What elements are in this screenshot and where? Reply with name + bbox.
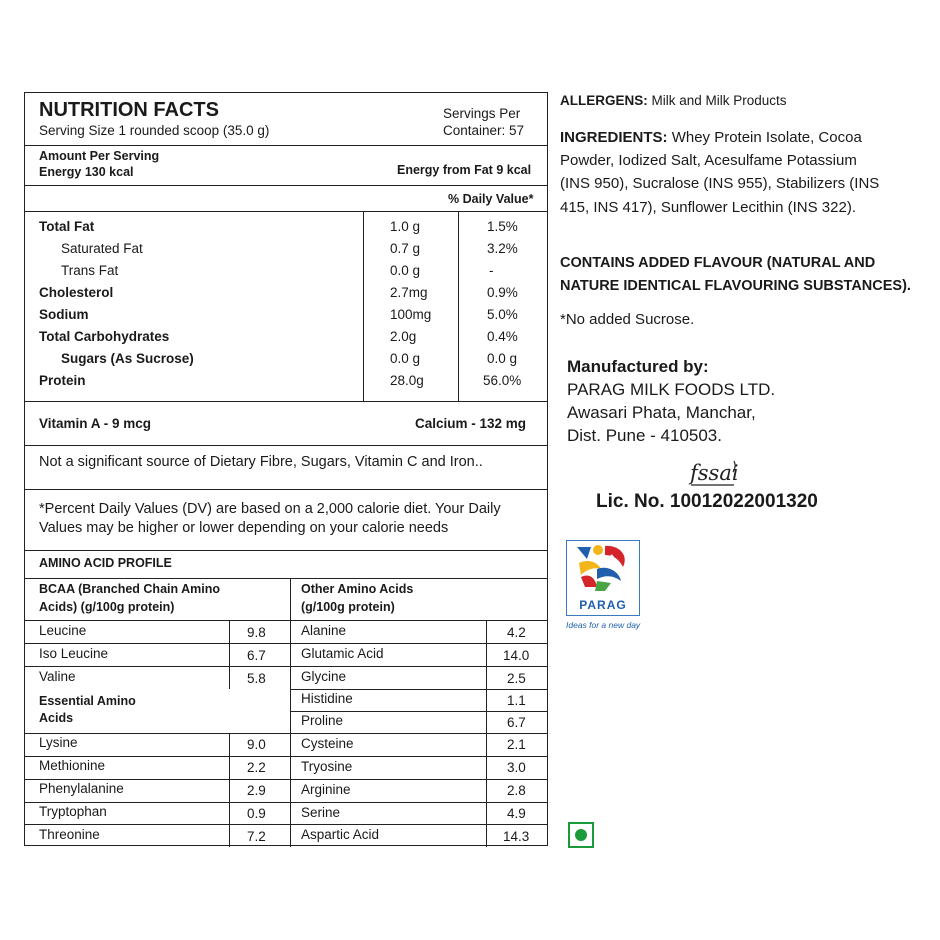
ingredients-line1 — [560, 126, 862, 150]
allergens — [560, 89, 787, 113]
nutrient-name: Trans Fat — [61, 263, 119, 278]
address-line1: Awasari Phata, Manchar, — [567, 403, 756, 422]
nutrient-name: Cholesterol — [39, 285, 114, 300]
nutrient-dv: 0.4% — [487, 329, 518, 344]
flavour-line2: NATURE IDENTICAL FLAVOURING SUBSTANCES). — [560, 278, 911, 294]
amino-name: Lysine — [39, 735, 78, 750]
amino-value: 2.8 — [507, 783, 526, 798]
nutrient-name: Total Fat — [39, 219, 95, 234]
amino-name: Tryosine — [301, 759, 353, 774]
nutrient-dv: 0.0 g — [487, 351, 518, 366]
divider — [25, 401, 547, 402]
ingredients-line4: 415, INS 417), Sunflower Lecithin (INS 322). — [560, 199, 856, 216]
amino-name: Glutamic Acid — [301, 646, 384, 661]
nutrient-amount: 0.7 g — [390, 241, 421, 256]
address-line2: Dist. Pune - 410503. — [567, 426, 722, 445]
allergens-value: Milk and Milk Products — [651, 93, 787, 108]
amino-value: 0.9 — [247, 806, 266, 821]
amino-value: 9.8 — [247, 625, 266, 640]
amino-name: Aspartic Acid — [301, 827, 380, 842]
amino-value: 14.0 — [503, 648, 530, 663]
nutrient-name: Sugars (As Sucrose) — [61, 351, 194, 366]
divider — [25, 643, 547, 644]
servings-per-line1: Servings Per — [443, 106, 521, 121]
divider — [25, 779, 547, 780]
parag-tagline: Ideas for a new day — [566, 620, 641, 630]
divider — [25, 211, 547, 212]
nutrient-dv: 0.9% — [487, 285, 518, 300]
divider — [229, 620, 230, 689]
servings-per-line2: Container: 57 — [443, 123, 525, 138]
calcium: Calcium - 132 mg — [415, 416, 527, 431]
nutrient-name: Total Carbohydrates — [39, 329, 170, 344]
parag-logo — [566, 540, 640, 616]
footnote-line1: *Percent Daily Values (DV) are based on a 2,000 calorie diet. Your Daily — [39, 501, 501, 517]
divider — [25, 489, 547, 490]
amino-name: Methionine — [39, 758, 106, 773]
svg-text:fssai: fssai — [690, 461, 739, 485]
divider — [25, 802, 547, 803]
divider — [25, 756, 547, 757]
amino-header: AMINO ACID PROFILE — [39, 556, 172, 570]
nutrition-facts-panel — [24, 92, 548, 846]
nutrient-amount: 1.0 g — [390, 219, 421, 234]
divider — [25, 733, 547, 734]
amino-value: 9.0 — [247, 737, 266, 752]
amino-name: Phenylalanine — [39, 781, 124, 796]
footnote-line2: Values may be higher or lower depending on your calorie needs — [39, 520, 449, 536]
divider — [290, 711, 547, 712]
veg-mark-icon — [568, 822, 594, 848]
nutrient-name: Sodium — [39, 307, 89, 322]
amino-value: 3.0 — [507, 760, 526, 775]
essential-title-line1: Essential Amino — [39, 694, 136, 708]
ingredients-label: INGREDIENTS: — [560, 129, 668, 146]
essential-title-line2: Acids — [39, 711, 74, 725]
amino-value: 2.9 — [247, 783, 266, 798]
amino-name: Arginine — [301, 782, 351, 797]
nutrient-dv: 3.2% — [487, 241, 518, 256]
energy: Energy 130 kcal — [39, 165, 134, 179]
nutrient-name: Saturated Fat — [61, 241, 143, 256]
amino-value: 2.2 — [247, 760, 266, 775]
nutrient-amount: 2.7mg — [390, 285, 428, 300]
no-sucrose-note: *No added Sucrose. — [560, 311, 695, 328]
amino-name: Serine — [301, 805, 341, 820]
nutrient-amount: 2.0g — [390, 329, 417, 344]
amino-value: 4.9 — [507, 806, 526, 821]
license-number: Lic. No. 10012022001320 — [596, 491, 818, 512]
amino-name: Cysteine — [301, 736, 354, 751]
divider — [229, 733, 230, 847]
nutrient-dv: 56.0% — [483, 373, 522, 388]
amino-name: Proline — [301, 713, 344, 728]
amino-name: Valine — [39, 669, 76, 684]
veg-dot-icon — [575, 829, 587, 841]
nutrition-title: NUTRITION FACTS — [39, 99, 219, 121]
nutrient-name: Protein — [39, 373, 86, 388]
amino-value: 5.8 — [247, 671, 266, 686]
not-significant-note: Not a significant source of Dietary Fibre, Sugars, Vitamin C and Iron.. — [39, 454, 483, 470]
daily-value-header: % Daily Value* — [448, 192, 534, 206]
amino-value: 7.2 — [247, 829, 266, 844]
company-name: PARAG MILK FOODS LTD. — [567, 380, 776, 399]
amino-name: Alanine — [301, 623, 347, 638]
energy-from-fat: Energy from Fat 9 kcal — [397, 163, 532, 177]
divider — [290, 689, 547, 690]
amino-value: 2.5 — [507, 671, 526, 686]
divider — [290, 578, 291, 847]
divider — [458, 211, 459, 401]
ingredients-text: Whey Protein Isolate, Cocoa — [671, 129, 862, 146]
amino-name: Threonine — [39, 827, 100, 842]
nutrient-amount: 0.0 g — [390, 263, 421, 278]
amino-value: 4.2 — [507, 625, 526, 640]
divider — [25, 550, 547, 551]
parag-logo-text: PARAG — [579, 598, 627, 612]
divider — [25, 666, 547, 667]
nutrient-amount: 100mg — [390, 307, 432, 322]
nutrient-dv: 5.0% — [487, 307, 518, 322]
divider — [25, 185, 547, 186]
nutrient-dv: 1.5% — [487, 219, 518, 234]
allergens-label: ALLERGENS: — [560, 93, 648, 108]
flavour-line1: CONTAINS ADDED FLAVOUR (NATURAL AND — [560, 255, 876, 271]
bcaa-title-line1: BCAA (Branched Chain Amino — [39, 582, 221, 596]
amino-name: Glycine — [301, 669, 347, 684]
amino-value: 14.3 — [503, 829, 530, 844]
ingredients-line3: (INS 950), Sucralose (INS 955), Stabilizers (INS — [560, 175, 880, 192]
amount-per-serving: Amount Per Serving — [39, 149, 160, 163]
other-title-line1: Other Amino Acids — [301, 582, 414, 596]
amino-value: 6.7 — [247, 648, 266, 663]
amino-value: 2.1 — [507, 737, 526, 752]
nutrient-amount: 28.0g — [390, 373, 424, 388]
amino-name: Iso Leucine — [39, 646, 109, 661]
nutrient-dv: - — [489, 263, 494, 278]
fssai-logo — [688, 459, 744, 494]
divider — [363, 211, 364, 401]
amino-name: Histidine — [301, 691, 353, 706]
bcaa-title-line2: Acids) (g/100g protein) — [39, 600, 175, 614]
divider — [25, 578, 547, 579]
other-title-line2: (g/100g protein) — [301, 600, 395, 614]
divider — [25, 620, 547, 621]
amino-value: 6.7 — [507, 715, 526, 730]
divider — [25, 145, 547, 146]
divider — [25, 445, 547, 446]
amino-value: 1.1 — [507, 693, 526, 708]
ingredients-line2: Powder, Iodized Salt, Acesulfame Potassium — [560, 152, 857, 169]
divider — [25, 824, 547, 825]
nutrient-amount: 0.0 g — [390, 351, 421, 366]
manufactured-by: Manufactured by: — [567, 357, 709, 376]
vitamin-a: Vitamin A - 9 mcg — [39, 416, 152, 431]
amino-name: Tryptophan — [39, 804, 107, 819]
serving-size: Serving Size 1 rounded scoop (35.0 g) — [39, 123, 270, 138]
amino-name: Leucine — [39, 623, 87, 638]
